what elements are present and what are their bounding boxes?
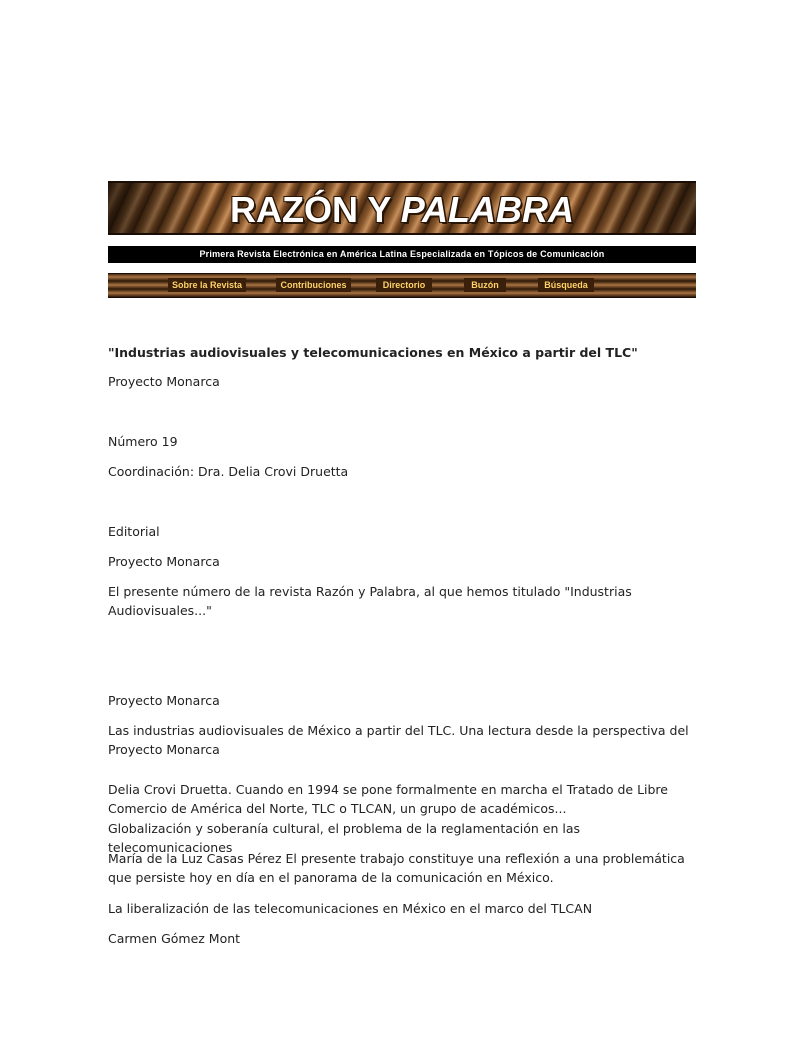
nav-item-busqueda[interactable]: Búsqueda bbox=[538, 278, 594, 292]
article-title: "Industrias audiovisuales y telecomunicaciones en México a partir del TLC" bbox=[108, 345, 638, 360]
editorial-summary: El presente número de la revista Razón y Palabra, al que hemos titulado "Industrias Audiovisuales..." bbox=[108, 584, 632, 618]
masthead-banner bbox=[108, 181, 696, 235]
list-item: Proyecto Monarca bbox=[108, 693, 220, 708]
list-item: Carmen Gómez Mont bbox=[108, 931, 241, 946]
editorial-author: Proyecto Monarca bbox=[108, 554, 220, 569]
editorial-label[interactable]: Editorial bbox=[108, 524, 160, 539]
nav-item-contribuciones[interactable]: Contribuciones bbox=[276, 278, 351, 292]
main-nav bbox=[108, 273, 696, 298]
list-item[interactable]: La liberalización de las telecomunicaciones en México en el marco del TLCAN bbox=[108, 901, 593, 916]
issue-number: Número 19 bbox=[108, 434, 178, 449]
masthead-title-part2: PALABRA bbox=[400, 189, 575, 230]
nav-item-buzon[interactable]: Buzón bbox=[464, 278, 506, 292]
nav-item-directorio[interactable]: Directorio bbox=[376, 278, 432, 292]
list-item: María de la Luz Casas Pérez El presente trabajo constituye una reflexión a una problemática que persiste hoy en día en el panorama de la comunicación en México. bbox=[108, 851, 685, 885]
list-item: Delia Crovi Druetta. Cuando en 1994 se pone formalmente en marcha el Tratado de Libre Comercio de América del Norte, TLC o TLCAN, un grupo de académicos... bbox=[108, 782, 668, 816]
list-item[interactable]: Las industrias audiovisuales de México a partir del TLC. Una lectura desde la perspectiva del Proyecto Monarca bbox=[108, 723, 689, 757]
masthead-subtitle: Primera Revista Electrónica en América Latina Especializada en Tópicos de Comunicación bbox=[108, 246, 696, 263]
list-item[interactable]: Globalización y soberanía cultural, el problema de la reglamentación en las telecomunicaciones bbox=[108, 821, 581, 855]
masthead-title bbox=[108, 189, 696, 231]
masthead-title-part1: RAZÓN Y bbox=[229, 189, 401, 230]
article-byline: Proyecto Monarca bbox=[108, 374, 220, 389]
coordination: Coordinación: Dra. Delia Crovi Druetta bbox=[108, 464, 349, 479]
nav-item-sobre-la-revista[interactable]: Sobre la Revista bbox=[168, 278, 246, 292]
